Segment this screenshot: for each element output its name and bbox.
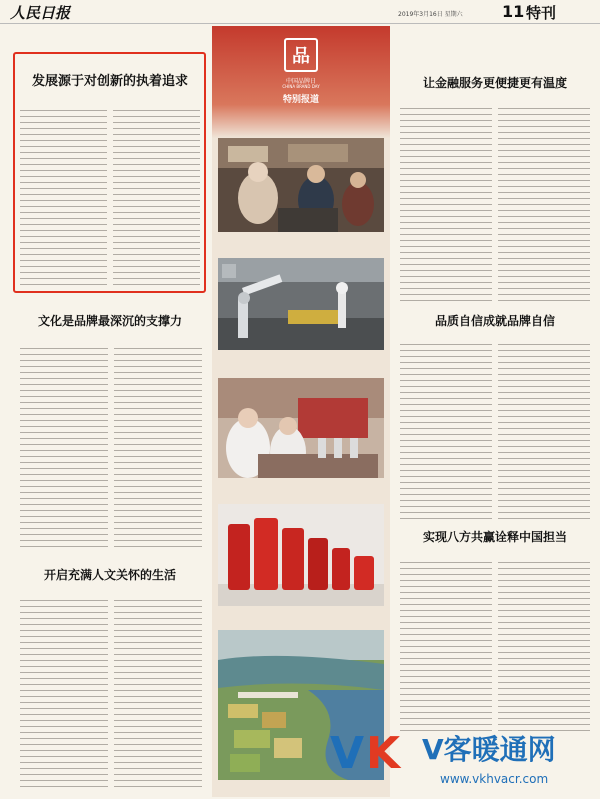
newspaper-logo: 人民日报: [10, 4, 71, 22]
brand-day-logo-icon: 品: [284, 38, 318, 72]
photo-factory-robot: [218, 258, 384, 350]
article-culture[interactable]: [18, 312, 202, 329]
article-headline: 发展源于对创新的执着追求: [31, 74, 188, 89]
article-quality[interactable]: [396, 312, 594, 329]
issue-date: 2019年3月16日 星期六: [398, 11, 463, 18]
text-column: [498, 562, 590, 732]
article-headline: 品质自信成就品牌自信: [434, 314, 555, 328]
article-body: [400, 562, 590, 732]
photo-store: [218, 138, 384, 232]
watermark-url: www.vkhvacr.com: [440, 772, 549, 786]
china-brand-day-banner: [212, 26, 390, 138]
article-body: [400, 108, 590, 302]
photo-appliances: [218, 504, 384, 606]
article-headline: 让金融服务更便捷更有温度: [422, 76, 567, 90]
photo-workers: [218, 378, 384, 478]
text-column: [20, 600, 108, 788]
text-column: [20, 110, 107, 288]
section-title: 特刊: [526, 4, 557, 22]
brand-day-name: 中国品牌日: [285, 78, 316, 85]
article-body: [400, 344, 590, 520]
watermark-k-letter: K: [366, 728, 401, 779]
text-column: [400, 344, 492, 520]
special-report-label: 特别报道: [282, 95, 319, 105]
photo-store-image: [218, 138, 384, 232]
text-column: [498, 108, 590, 302]
article-headline: 文化是品牌最深沉的支撑力: [37, 314, 182, 328]
text-column: [400, 562, 492, 732]
brand-day-english: CHINA BRAND DAY: [282, 84, 320, 89]
article-body: [20, 348, 202, 548]
text-column: [20, 348, 108, 548]
photo-column: [212, 26, 390, 797]
article-body: [20, 110, 200, 288]
masthead: [0, 0, 600, 24]
article-humanistic[interactable]: [18, 566, 202, 583]
page-number: 11: [502, 2, 525, 21]
watermark-site-name: V客暖通网: [422, 733, 556, 766]
article-body: [20, 600, 202, 788]
article-innovation[interactable]: [18, 70, 202, 89]
article-headline: 开启充满人文关怀的生活: [43, 568, 176, 582]
article-finance[interactable]: [396, 74, 594, 91]
photo-factory-image: [218, 258, 384, 350]
text-column: [114, 348, 202, 548]
watermark-v-letter: V: [330, 728, 365, 779]
article-headline: 实现八方共赢诠释中国担当: [422, 530, 567, 544]
text-column: [400, 108, 492, 302]
text-column: [113, 110, 200, 288]
text-column: [498, 344, 590, 520]
text-column: [114, 600, 202, 788]
article-commitment[interactable]: [396, 528, 594, 545]
site-watermark: [330, 728, 600, 799]
photo-appliances-image: [218, 504, 384, 606]
photo-workers-image: [218, 378, 384, 478]
